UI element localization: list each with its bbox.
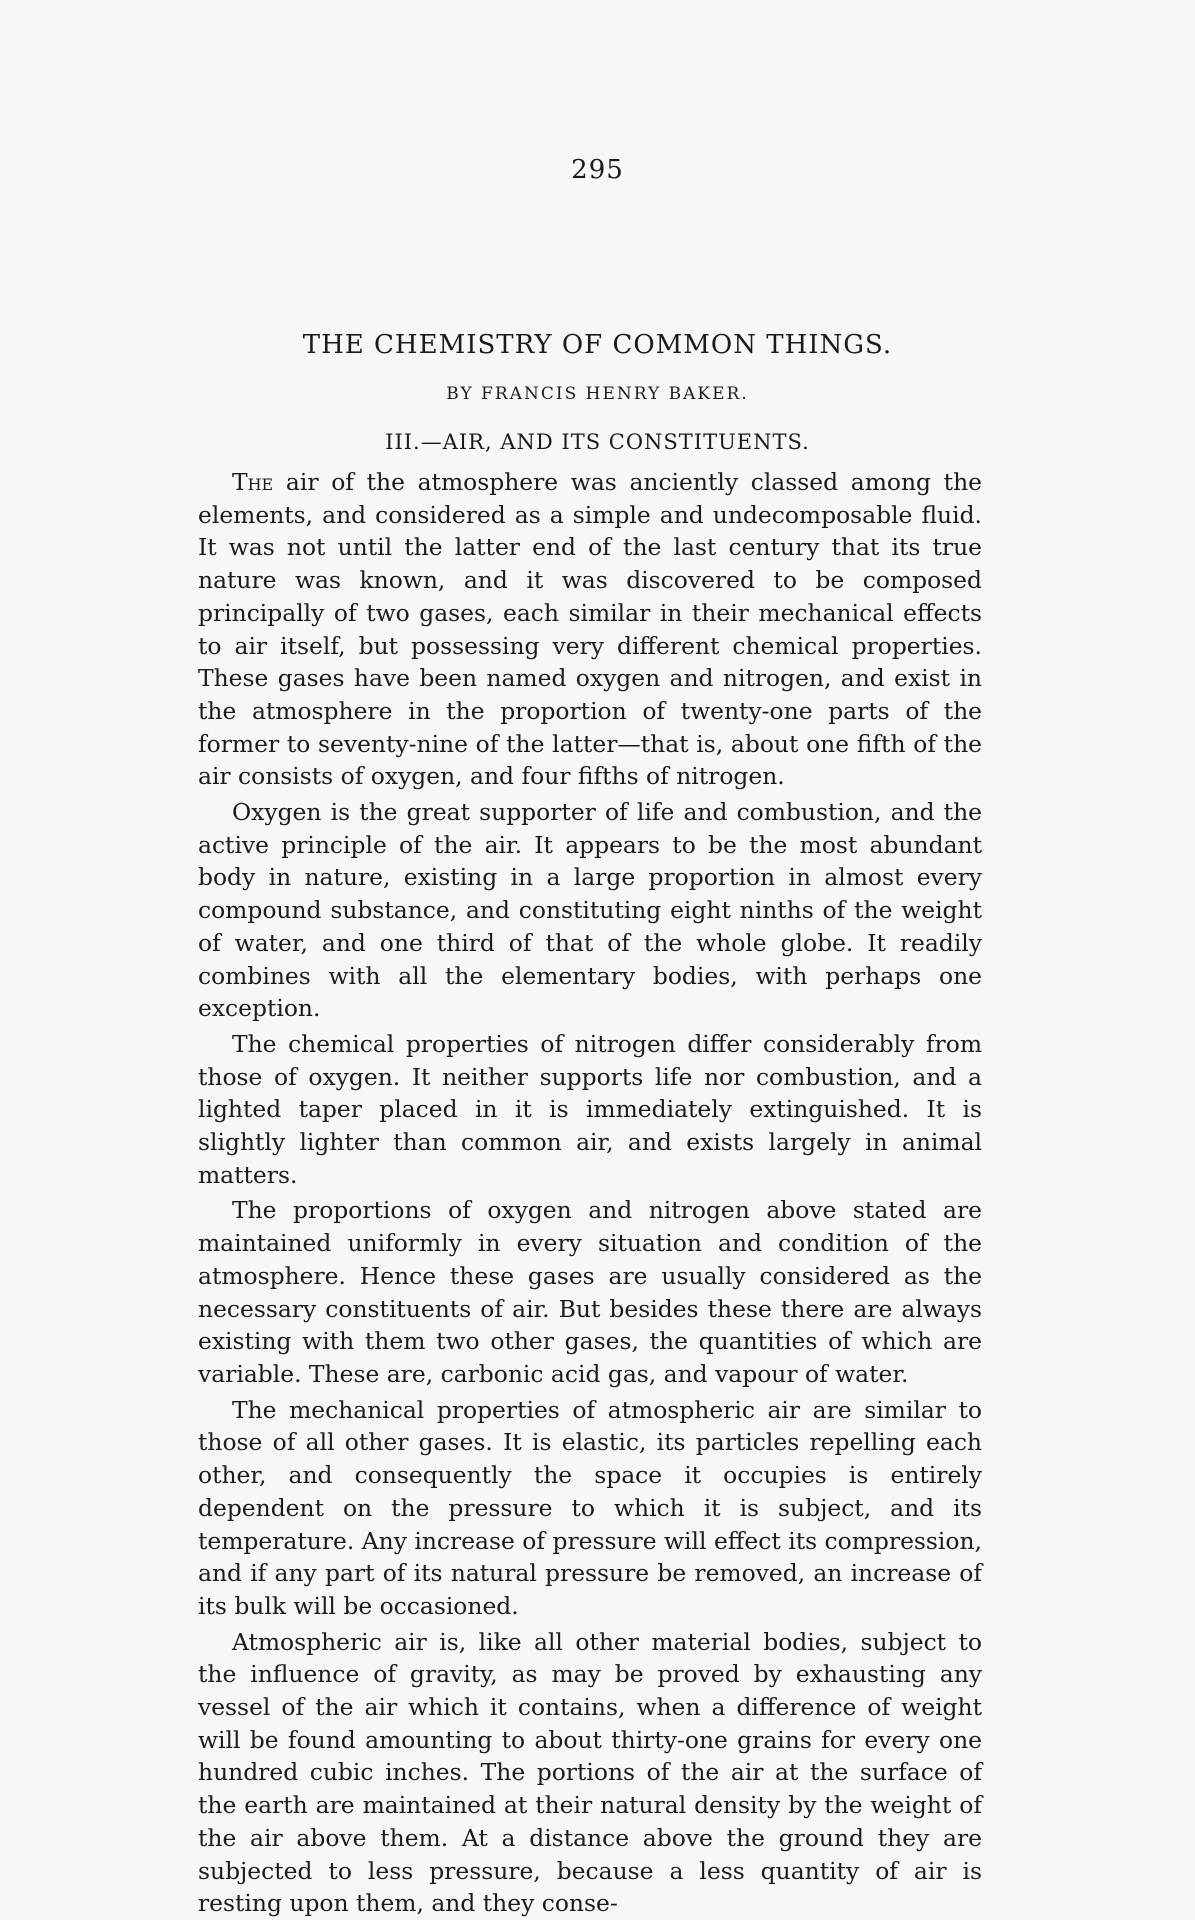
paragraph-6 (198, 1626, 982, 1920)
paragraph-5 (198, 1394, 982, 1623)
paragraph-3 (198, 1028, 982, 1192)
article-title: THE CHEMISTRY OF COMMON THINGS. (302, 330, 893, 360)
author-byline: BY FRANCIS HENRY BAKER. (446, 384, 749, 404)
paragraph-2 (198, 796, 982, 1025)
paragraph-text: The mechanical properties of atmospheric air are similar to those of all other gases. It is elastic, its particles repelling each other, and consequently the space it occupies is entirely dependent on the pressure to which it is subject, and its temperature. Any increase of pressure will effect its compression, and if any part of its natural pressure be removed, an increase of its bulk will be occasioned. (198, 1395, 982, 1620)
paragraph-text: Atmospheric air is, like all other material bodies, subject to the influence of gravity, as may be proved by exhausting any vessel of the air which it contains, when a difference of weight will be found amounting to about thirty-one grains for every one hundred cubic inches. The portions of the air at the surface of the earth are maintained at their natural density by the weight of the air above them. At a distance above the ground they are subjected to less pressure, because a less quantity of air is resting upon them, and they conse- (198, 1627, 982, 1918)
article-body (198, 466, 982, 1920)
paragraph-text: Oxygen is the great supporter of life and combustion, and the active principle of the air. It appears to be the most abundant body in nature, existing in a large proportion in almost every compound substance, and constituting eight ninths of the weight of water, and one third of that of the whole globe. It readily combines with all the elementary bodies, with perhaps one exception. (198, 798, 982, 1023)
section-heading: III.—AIR, AND ITS CONSTITUENTS. (385, 430, 810, 454)
paragraph-text: The proportions of oxygen and nitrogen above stated are maintained uniformly in every situation and condition of the atmosphere. Hence these gases are usually considered as the necessary constituents of air. But besides these there are always existing with them two other gases, the quantities of which are variable. These are, carbonic acid gas, and vapour of water. (198, 1196, 982, 1388)
paragraph-text: The chemical properties of nitrogen differ considerably from those of oxygen. It neither supports life nor combustion, and a lighted taper placed in it is immediately extinguished. It is slightly lighter than common air, and exists largely in animal matters. (198, 1029, 982, 1189)
paragraph-text: air of the atmosphere was anciently classed among the elements, and considered as a simple and undecomposable fluid. It was not until the latter end of the last century that its true nature was known, and it was discovered to be composed principally of two gases, each similar in their mechanical effects to air itself, but possessing very different chemical properties. These gases have been named oxygen and nitrogen, and exist in the atmosphere in the proportion of twenty-one parts of the former to seventy-nine of the latter—that is, about one fifth of the air consists of oxygen, and four fifths of nitrogen. (198, 468, 982, 791)
paragraph-4 (198, 1194, 982, 1390)
paragraph-1 (198, 466, 982, 793)
paragraph-lead-word: The (232, 468, 274, 496)
page-number: 295 (571, 155, 624, 185)
